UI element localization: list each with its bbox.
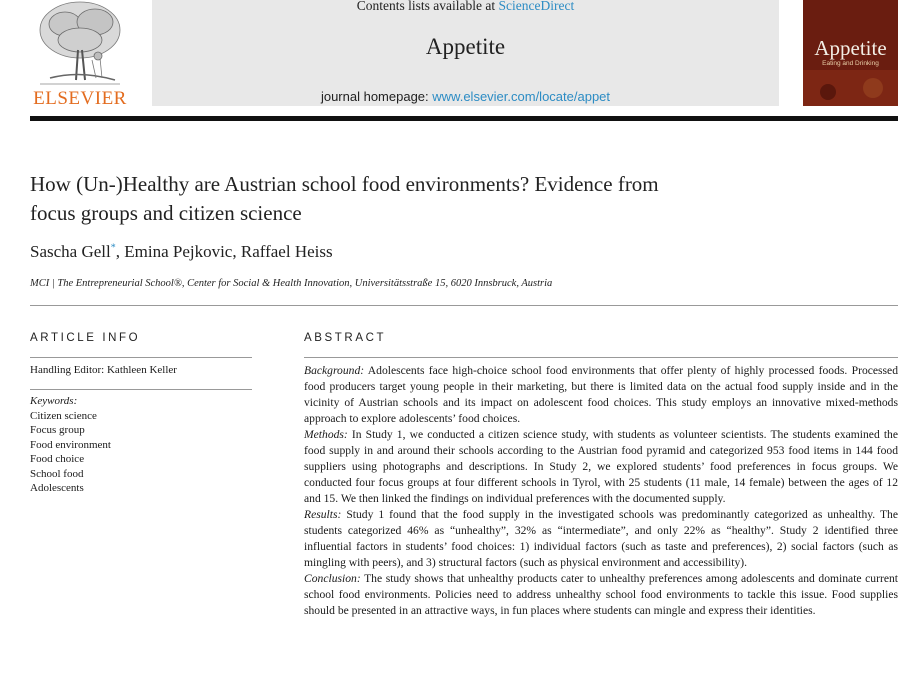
paper-title [30, 170, 830, 228]
cover-title: Appetite [814, 36, 887, 60]
keyword-item: Food choice [30, 453, 85, 466]
results-label: Results: [304, 508, 342, 521]
abstract-results [304, 507, 898, 571]
background-label: Background: [304, 364, 365, 377]
affiliation: MCI | The Entrepreneurial School®, Center for Social & Health Innovation, Universitätsstraße 15, 6020 Innsbruck, Austria [30, 278, 553, 289]
abstract-conclusion [304, 571, 898, 619]
sciencedirect-link[interactable]: ScienceDirect [498, 0, 575, 13]
cover-subtitle: Eating and Drinking [822, 60, 879, 67]
title-divider [30, 305, 898, 306]
keyword-item: Citizen science [30, 410, 97, 422]
keyword-item: Focus group [30, 424, 85, 437]
keyword-item: Adolescents [30, 482, 84, 495]
title-line-1: How (Un-)Healthy are Austrian school food environments? Evidence from [30, 172, 659, 196]
homepage-line [152, 89, 779, 104]
author-name[interactable]: Sascha Gell [30, 242, 111, 261]
other-authors: , Emina Pejkovic, Raffael Heiss [115, 242, 333, 261]
journal-cover[interactable] [803, 0, 898, 106]
methods-label: Methods: [304, 428, 348, 441]
abstract-body [304, 363, 898, 619]
keywords-divider [30, 389, 252, 390]
author-list [30, 242, 830, 262]
abstract-background [304, 363, 898, 427]
journal-homepage-link[interactable]: www.elsevier.com/locate/appet [432, 89, 611, 104]
background-text: Adolescents face high-choice school food environments that offer plenty of highly processed foods. Processed food producers target young people in their marketing, but there is limited data on the actual food supply inside and in the vicinity of Austrian schools and its impact on adolescent food choices. This study employs an innovative mixed-methods approach to explore adolescents’ food choices. [304, 364, 898, 425]
article-info-divider [30, 357, 252, 358]
keyword-item: Food environment [30, 438, 111, 451]
publisher-name: ELSEVIER [33, 88, 127, 109]
article-info-heading: ARTICLE INFO [30, 332, 141, 344]
keywords-label: Keywords: [30, 395, 78, 407]
conclusion-label: Conclusion: [304, 572, 361, 585]
abstract-heading: ABSTRACT [304, 332, 387, 344]
conclusion-text: The study shows that unhealthy products cater to unhealthy preferences among adolescents and dominate current school food environments. Policies need to address unhealthy school food environments to tackle this issue. Food supplies should be presented in an attractive ways, in fun places where students can mingle and express their identities. [304, 572, 898, 617]
methods-text: In Study 1, we conducted a citizen science study, with students as volunteer scientists. The students examined the food supply in and around their schools according to the Austrian food pyramid and categorized 953 food items in 144 food suppliers using photographs and descriptions. In Study 2, we explored students’ food preferences in focus groups. We conducted four focus groups at four different schools in Tyrol, with 25 students (11 male, 14 female) between the ages of 12 and 15. We then linked the findings on individual preferences with the documented supply. [304, 428, 898, 505]
title-line-2: focus groups and citizen science [30, 201, 302, 225]
elsevier-tree-icon [30, 0, 130, 88]
header-divider [30, 116, 898, 121]
results-text: Study 1 found that the food supply in the investigated schools was predominantly categorized as unhealthy. The students categorized 46% as “unhealthy”, 32% as “intermediate”, and only 22% as “healthy”. Study 2 identified three influential factors in students’ food choices: 1) individual factors (such as taste and preferences), 2) social factors (such as mingling with peers), and 3) structural factors (such as physical environment and accessibility). [304, 508, 898, 569]
keywords-list [30, 409, 111, 495]
handling-editor: Handling Editor: Kathleen Keller [30, 364, 177, 376]
corresponding-author-mark[interactable]: * [110, 242, 116, 254]
abstract-methods [304, 427, 898, 507]
keyword-item: School food [30, 467, 84, 480]
contents-prefix: Contents lists available at [356, 0, 499, 13]
abstract-divider [304, 357, 898, 358]
journal-title: Appetite [425, 34, 506, 59]
contents-line [152, 0, 779, 14]
homepage-prefix: journal homepage: [320, 89, 433, 104]
